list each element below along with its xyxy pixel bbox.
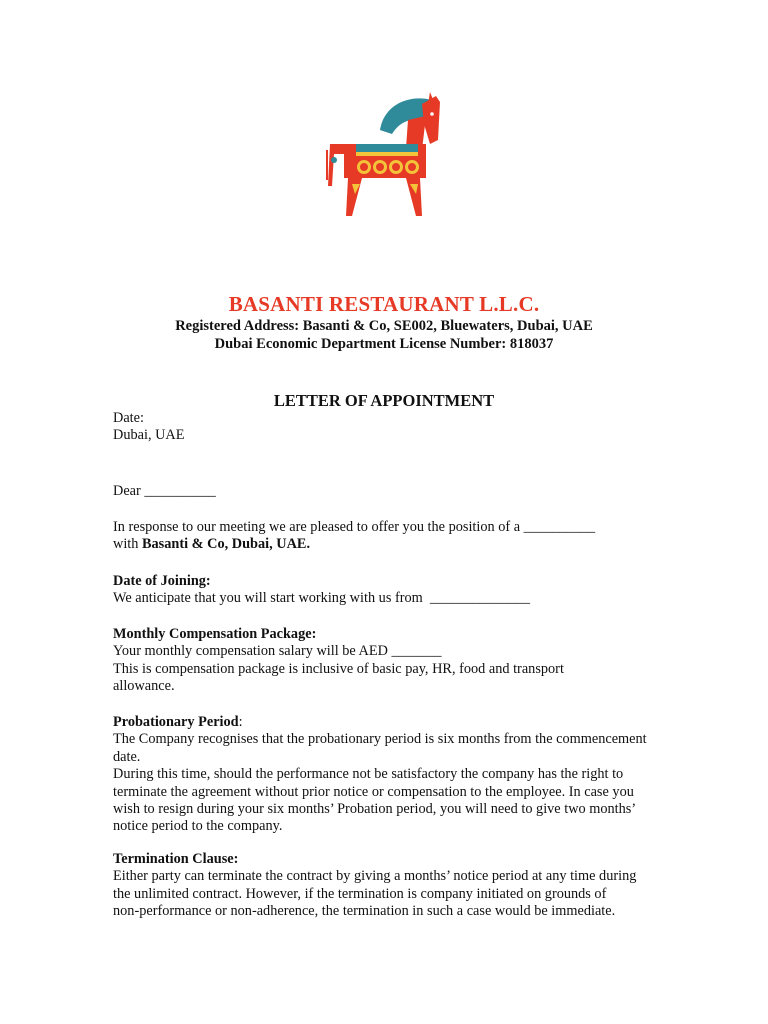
registered-address: Registered Address: Basanti & Co, SE002, Bluewaters, Dubai, UAE bbox=[175, 318, 593, 334]
offer-line: In response to our meeting we are pleased to offer you the position of a __________ bbox=[113, 519, 596, 535]
license-number: Dubai Economic Department License Number: 818037 bbox=[214, 336, 554, 352]
letter-title: LETTER OF APPOINTMENT bbox=[273, 391, 495, 410]
offer-company: Basanti & Co, Dubai, UAE. bbox=[142, 536, 311, 553]
joining-text: We anticipate that you will start working with us from ______________ bbox=[113, 590, 530, 607]
probation-line: During this time, should the performance not be satisfactory the company has the right to bbox=[113, 766, 624, 783]
probation-line: The Company recognises that the probationary period is six months from the commencement bbox=[113, 731, 647, 748]
offer-with-label: with bbox=[113, 536, 142, 553]
offer-paragraph bbox=[113, 519, 673, 554]
company-name: BASANTI RESTAURANT L.L.C. bbox=[228, 292, 540, 316]
dala-horse-icon bbox=[322, 90, 446, 220]
probation-heading-colon: : bbox=[238, 714, 243, 730]
company-logo bbox=[322, 90, 446, 220]
probation-heading: Probationary Period bbox=[113, 714, 239, 730]
date-label: Date: bbox=[113, 410, 144, 426]
termination-section bbox=[113, 851, 673, 921]
termination-line: Either party can terminate the contract by giving a months’ notice period at any time during bbox=[113, 868, 637, 885]
compensation-section bbox=[113, 626, 673, 696]
date-block bbox=[113, 410, 673, 445]
termination-heading: Termination Clause: bbox=[113, 851, 239, 867]
probation-line: wish to resign during your six months’ Probation period, you will need to give two months’ bbox=[113, 801, 637, 818]
probation-section bbox=[113, 714, 673, 836]
compensation-line: This is compensation package is inclusive of basic pay, HR, food and transport bbox=[113, 660, 564, 677]
probation-line: notice period to the company. bbox=[113, 818, 283, 835]
probation-line: terminate the agreement without prior notice or compensation to the employee. In case you bbox=[113, 783, 634, 800]
joining-heading: Date of Joining: bbox=[113, 573, 211, 589]
termination-line: non-performance or non-adherence, the termination in such a case would be immediate. bbox=[113, 903, 616, 920]
compensation-line: allowance. bbox=[113, 678, 175, 695]
probation-line: date. bbox=[113, 748, 141, 765]
joining-section bbox=[113, 573, 673, 608]
offer-with-line bbox=[113, 536, 673, 553]
termination-line: the unlimited contract. However, if the termination is company initiated on grounds of bbox=[113, 885, 607, 902]
salutation bbox=[113, 483, 673, 500]
probation-heading-row bbox=[113, 714, 673, 731]
compensation-heading: Monthly Compensation Package: bbox=[113, 626, 317, 642]
date-location: Dubai, UAE bbox=[113, 427, 185, 444]
compensation-line: Your monthly compensation salary will be AED _______ bbox=[113, 643, 442, 660]
salutation-text: Dear __________ bbox=[113, 483, 216, 499]
